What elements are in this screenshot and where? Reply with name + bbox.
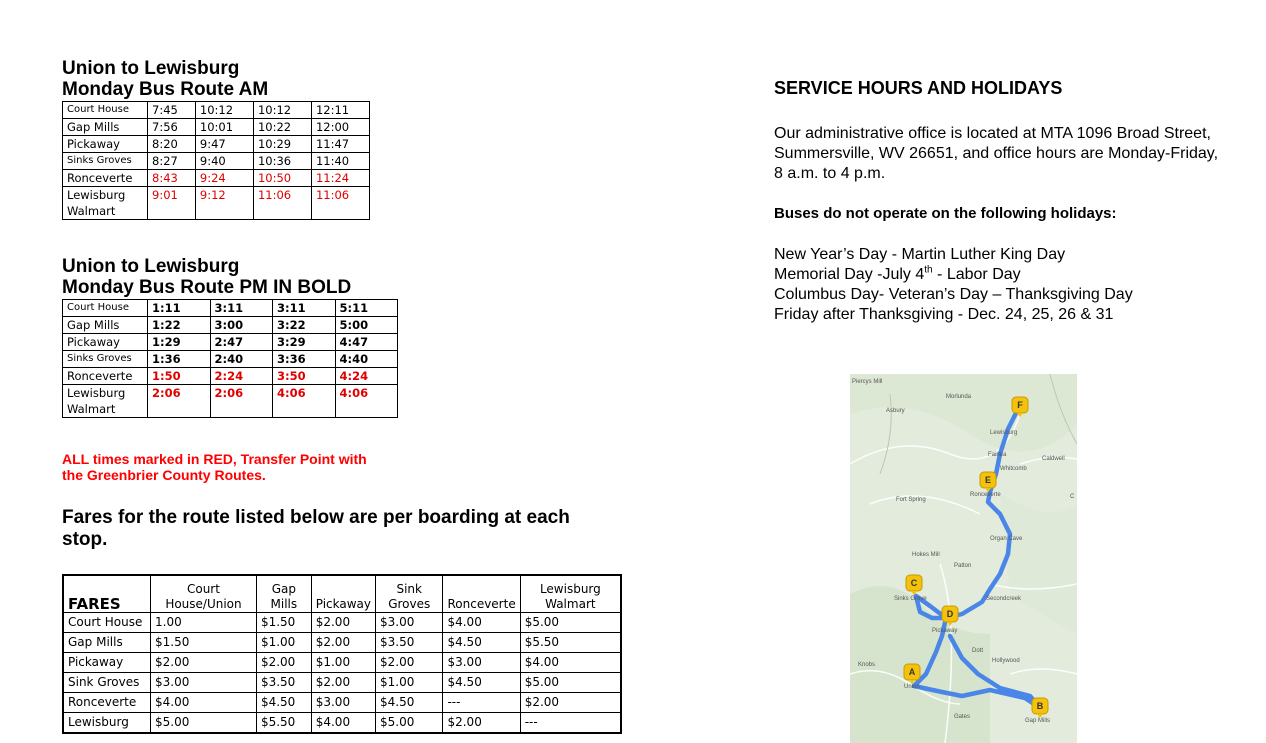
pm-row [63, 351, 398, 368]
fares-row [63, 673, 621, 693]
fares-column-header: Sink Groves [375, 575, 442, 613]
fares-column-header: Pickaway [311, 575, 375, 613]
pm-time-cell: 1:50 [148, 368, 211, 385]
am-stop-name: Pickaway [63, 136, 148, 153]
pm-time-cell: 3:11 [210, 300, 273, 317]
fare-value: $3.50 [375, 633, 442, 653]
pm-time-cell: 4:06 [273, 385, 336, 418]
fare-value: $4.00 [311, 713, 375, 734]
holiday-line2 [774, 265, 1133, 285]
pm-time-cell: 4:06 [335, 385, 398, 418]
holiday-line4: Friday after Thanksgiving - Dec. 24, 25, 26 & 31 [774, 306, 1114, 323]
map-label-pickaway: Pickaway [932, 628, 958, 634]
fares-column-header: Ronceverte [443, 575, 520, 613]
holiday-line2-a: Memorial Day -July 4 [774, 266, 925, 283]
fares-row [63, 633, 621, 653]
am-stop-name: Ronceverte [63, 170, 148, 187]
pm-time-cell: 3:29 [273, 334, 336, 351]
fare-value: $1.50 [151, 633, 257, 653]
am-time-cell: 10:12 [195, 102, 253, 119]
map-label-asbury: Asbury [886, 408, 905, 414]
map-label-patton: Patton [954, 563, 972, 569]
office-line1: Our administrative office is located at MTA 1096 Broad Street, [774, 125, 1211, 142]
fare-value: $3.00 [151, 673, 257, 693]
am-time-cell: 12:00 [311, 119, 369, 136]
am-stop-name: Sinks Groves [63, 153, 148, 170]
pm-row [63, 385, 398, 418]
map-label-gates: Gates [954, 714, 971, 720]
fares-stop-name: Sink Groves [63, 673, 151, 693]
pm-time-cell: 2:06 [148, 385, 211, 418]
office-info [774, 124, 1218, 184]
am-section [62, 58, 370, 220]
fare-value: $3.00 [443, 653, 520, 673]
pm-time-cell: 2:47 [210, 334, 273, 351]
am-time-cell: 9:24 [195, 170, 253, 187]
map-pin-label: D [946, 609, 954, 619]
fares-header-row [63, 575, 621, 613]
am-row [63, 170, 370, 187]
pm-row [63, 334, 398, 351]
holidays-heading: Buses do not operate on the following holidays: [774, 205, 1117, 222]
fare-value: $5.00 [151, 713, 257, 734]
service-title: SERVICE HOURS AND HOLIDAYS [774, 78, 1063, 98]
route-map-svg [850, 374, 1077, 743]
map-label-caldwell: Caldwell [1042, 456, 1065, 462]
pm-stop-name: Sinks Groves [63, 351, 148, 368]
fares-row [63, 693, 621, 713]
pm-time-cell: 5:00 [335, 317, 398, 334]
fare-value: 1.00 [151, 613, 257, 633]
pm-stop-name: Pickaway [63, 334, 148, 351]
fare-value: $4.00 [151, 693, 257, 713]
transfer-note-line2: the Greenbrier County Routes. [62, 467, 266, 483]
fare-value: $2.00 [151, 653, 257, 673]
am-title-line2: Monday Bus Route AM [62, 79, 269, 100]
fares-heading-line2: stop. [62, 529, 108, 550]
am-row [63, 119, 370, 136]
fare-value: $2.00 [311, 613, 375, 633]
pm-time-cell: 1:36 [148, 351, 211, 368]
map-label-fort-spring: Fort Spring [896, 497, 926, 503]
pm-time-cell: 1:29 [148, 334, 211, 351]
fare-value: $1.50 [256, 613, 311, 633]
office-line3: 8 a.m. to 4 p.m. [774, 165, 886, 182]
am-time-cell: 8:27 [148, 153, 196, 170]
am-time-cell: 9:47 [195, 136, 253, 153]
fare-value: --- [443, 693, 520, 713]
pm-schedule-table [62, 299, 398, 418]
am-time-cell: 11:06 [253, 187, 311, 220]
pm-stop-name: Court House [63, 300, 148, 317]
map-label-sinks-grove: Sinks Grove [894, 596, 927, 602]
fare-value: $4.50 [443, 673, 520, 693]
map-label-whitcomb: Whitcomb [1000, 466, 1027, 472]
holiday-line2-b: - Labor Day [932, 266, 1021, 283]
fares-table [62, 574, 622, 734]
fare-value: $5.00 [520, 613, 621, 633]
fare-value: $3.50 [256, 673, 311, 693]
holiday-line1: New Year’s Day - Martin Luther King Day [774, 246, 1066, 263]
am-stop-name: Gap Mills [63, 119, 148, 136]
am-stop-name: Court House [63, 102, 148, 119]
am-time-cell: 10:50 [253, 170, 311, 187]
transfer-note [62, 451, 367, 483]
map-label-fairlea: Fairlea [988, 452, 1007, 458]
am-schedule-table [62, 101, 370, 220]
pm-stop-name: Lewisburg Walmart [63, 385, 148, 418]
am-row [63, 153, 370, 170]
pm-row [63, 368, 398, 385]
fares-row [63, 653, 621, 673]
holiday-list [774, 245, 1133, 325]
pm-time-cell: 2:40 [210, 351, 273, 368]
am-row [63, 136, 370, 153]
fare-value: $4.50 [375, 693, 442, 713]
pm-row [63, 300, 398, 317]
fare-value: $4.00 [520, 653, 621, 673]
map-pin-label: E [984, 475, 992, 485]
am-time-cell: 7:56 [148, 119, 196, 136]
am-time-cell: 11:06 [311, 187, 369, 220]
map-pin-label: A [908, 667, 916, 677]
map-pin-label: C [910, 578, 918, 588]
fares-row [63, 713, 621, 734]
fares-row [63, 613, 621, 633]
pm-time-cell: 4:24 [335, 368, 398, 385]
fare-value: $3.00 [375, 613, 442, 633]
pm-section [62, 256, 398, 418]
fare-value: $2.00 [311, 673, 375, 693]
fare-value: --- [520, 713, 621, 734]
am-time-cell: 10:22 [253, 119, 311, 136]
map-label-dott: Dott [972, 648, 984, 654]
map-label-c: C [1070, 494, 1075, 500]
fares-stop-name: Pickaway [63, 653, 151, 673]
am-row [63, 187, 370, 220]
fare-value: $5.00 [520, 673, 621, 693]
pm-time-cell: 4:47 [335, 334, 398, 351]
fare-value: $2.00 [443, 713, 520, 734]
holiday-line3: Columbus Day- Veteran’s Day – Thanksgiving Day [774, 286, 1133, 303]
pm-time-cell: 3:36 [273, 351, 336, 368]
map-label-knobs: Knobs [858, 662, 876, 668]
am-time-cell: 9:12 [195, 187, 253, 220]
map-label-morlunda: Morlunda [946, 394, 972, 400]
am-time-cell: 8:20 [148, 136, 196, 153]
pm-time-cell: 1:11 [148, 300, 211, 317]
map-label-union: Union [904, 684, 920, 690]
pm-time-cell: 3:11 [273, 300, 336, 317]
fare-value: $4.50 [443, 633, 520, 653]
map-pin-label: B [1036, 701, 1044, 711]
map-label-secondcreek: Secondcreek [986, 596, 1022, 602]
am-time-cell: 12:11 [311, 102, 369, 119]
office-line2: Summersville, WV 26651, and office hours are Monday-Friday, [774, 145, 1219, 162]
fare-value: $3.00 [311, 693, 375, 713]
fare-value: $2.00 [375, 653, 442, 673]
fares-column-header: Court House/Union [151, 575, 257, 613]
map-pin-label: F [1017, 400, 1023, 410]
fares-label: FARES [63, 575, 151, 613]
pm-time-cell: 3:22 [273, 317, 336, 334]
am-time-cell: 10:36 [253, 153, 311, 170]
pm-title-line2: Monday Bus Route PM IN BOLD [62, 277, 352, 298]
fares-stop-name: Ronceverte [63, 693, 151, 713]
pm-time-cell: 2:06 [210, 385, 273, 418]
fares-stop-name: Lewisburg [63, 713, 151, 734]
pm-time-cell: 5:11 [335, 300, 398, 317]
fare-value: $5.00 [375, 713, 442, 734]
pm-title-line1: Union to Lewisburg [62, 256, 240, 277]
fares-column-header: Gap Mills [256, 575, 311, 613]
pm-time-cell: 3:00 [210, 317, 273, 334]
map-label-gap-mills: Gap Mills [1025, 718, 1051, 724]
pm-stop-name: Gap Mills [63, 317, 148, 334]
am-time-cell: 11:47 [311, 136, 369, 153]
map-label-piercys-mill: Piercys Mill [852, 379, 883, 385]
pm-time-cell: 3:50 [273, 368, 336, 385]
fare-value: $2.00 [256, 653, 311, 673]
am-time-cell: 10:12 [253, 102, 311, 119]
holiday-line2-sup: th [924, 264, 933, 276]
map-label-organ-cave: Organ Cave [990, 536, 1023, 542]
pm-row [63, 317, 398, 334]
pm-stop-name: Ronceverte [63, 368, 148, 385]
am-time-cell: 11:24 [311, 170, 369, 187]
am-time-cell: 10:29 [253, 136, 311, 153]
transfer-note-line1: ALL times marked in RED, Transfer Point with [62, 451, 367, 467]
fare-value: $2.00 [311, 633, 375, 653]
map-label-ronceverte: Ronceverte [970, 492, 1001, 498]
fare-value: $1.00 [256, 633, 311, 653]
fares-stop-name: Gap Mills [63, 633, 151, 653]
fare-value: $5.50 [520, 633, 621, 653]
am-time-cell: 9:01 [148, 187, 196, 220]
map-label-hokes-mill: Hokes Mill [912, 552, 940, 558]
pm-time-cell: 4:40 [335, 351, 398, 368]
map-label-hollywood: Hollywood [992, 658, 1020, 664]
route-map [850, 374, 1077, 743]
fare-value: $4.00 [443, 613, 520, 633]
fare-value: $4.50 [256, 693, 311, 713]
fares-heading-line1: Fares for the route listed below are per boarding at each [62, 507, 570, 528]
am-time-cell: 8:43 [148, 170, 196, 187]
fares-column-header: Lewisburg Walmart [520, 575, 621, 613]
fares-heading [62, 507, 570, 551]
fare-value: $2.00 [520, 693, 621, 713]
am-stop-name: Lewisburg Walmart [63, 187, 148, 220]
fare-value: $1.00 [311, 653, 375, 673]
pm-time-cell: 1:22 [148, 317, 211, 334]
am-time-cell: 9:40 [195, 153, 253, 170]
am-time-cell: 10:01 [195, 119, 253, 136]
am-title-line1: Union to Lewisburg [62, 58, 240, 79]
fare-value: $1.00 [375, 673, 442, 693]
map-label-lewisburg: Lewisburg [990, 430, 1018, 436]
fares-stop-name: Court House [63, 613, 151, 633]
am-row [63, 102, 370, 119]
am-time-cell: 7:45 [148, 102, 196, 119]
fare-value: $5.50 [256, 713, 311, 734]
am-time-cell: 11:40 [311, 153, 369, 170]
pm-time-cell: 2:24 [210, 368, 273, 385]
